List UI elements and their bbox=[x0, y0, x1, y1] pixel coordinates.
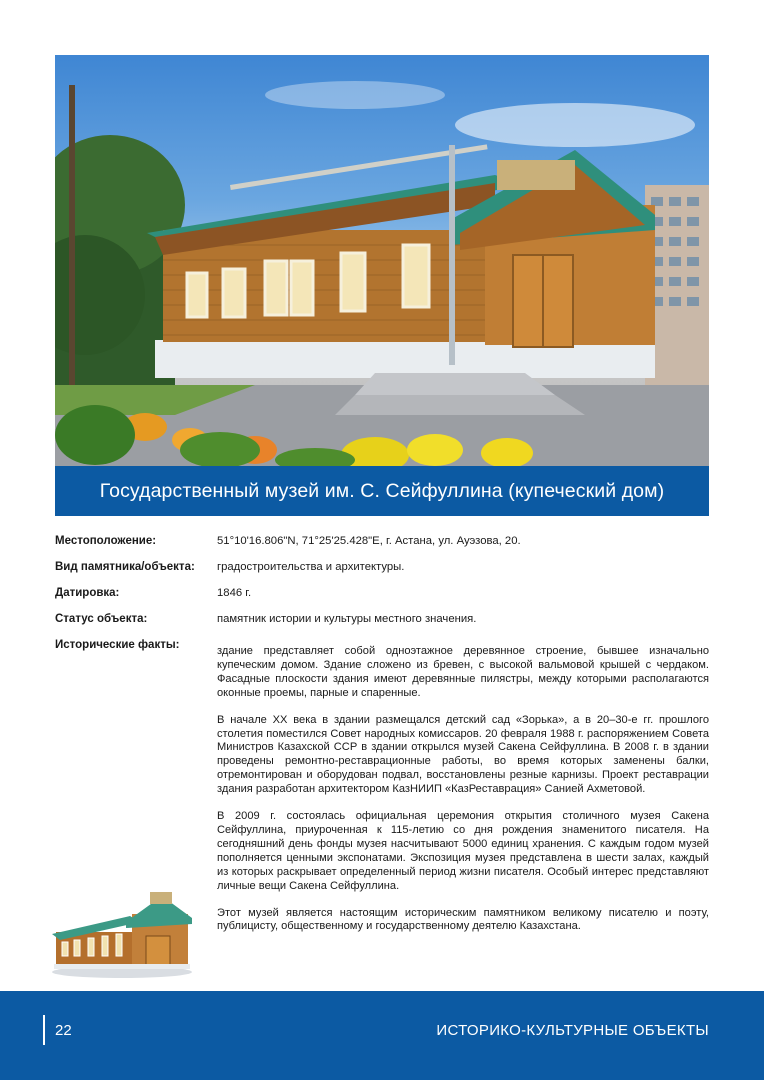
footer-divider bbox=[43, 1015, 45, 1045]
fact-paragraph: В 2009 г. состоялась официальная церемония открытия столичного музея Сакена Сейфуллина, приуроченная к 115-летию со дня рождения знаменитого писателя. На сегодняшний день фонды музея насчитывают 5000 единиц хранения. С каждым годом музей пополняется ценными экспонатами. Экспозиция музея представлена в шести залах, каждый из которых раскрывает определенный период жизни писателя. Особый интерес представляют личные вещи Сакена Сейфуллина. bbox=[217, 810, 709, 892]
info-value: памятник истории и культуры местного значения. bbox=[217, 613, 477, 625]
fact-paragraph: здание представляет собой одноэтажное деревянное строение, бывшее изначально купеческим домом. Здание сложено из бревен, с высокой вальмовой крышей с чердаком. Фасадные плоскости здания имеют деревянные пилястры, между которыми располагаются оконные проемы, парные и спаренные. bbox=[217, 645, 709, 699]
info-row-type bbox=[55, 560, 709, 574]
historical-facts bbox=[217, 645, 709, 947]
info-label: Статус объекта: bbox=[55, 613, 148, 625]
title-banner bbox=[55, 466, 709, 516]
page-footer bbox=[0, 991, 764, 1080]
info-label: Исторические факты: bbox=[55, 639, 180, 651]
info-value: градостроительства и архитектуры. bbox=[217, 561, 405, 573]
page-number: 22 bbox=[55, 1022, 72, 1039]
info-row-location bbox=[55, 534, 709, 548]
section-name: ИСТОРИКО-КУЛЬТУРНЫЕ ОБЪЕКТЫ bbox=[436, 1022, 709, 1039]
info-row-status bbox=[55, 612, 709, 626]
fact-paragraph: В начале ХХ века в здании размещался детский сад «Зорька», а в 20–30-е гг. прошлого столетия поместился Совет народных комиссаров. 20 февраля 1988 г. распоряжением Совета Министров Казахской ССР в здании открылся музей Сакена Сейфуллина. В 2008 г. в здании проведены ремонтно-реставрационные работы, во время которых заменены балки, отремонтирован и оборудован подвал, восстановлены резные карнизы. Проект реставрации здания разработан архитектором КазНИИП «КазРеставрация» Санией Ахметовой. bbox=[217, 713, 709, 796]
info-value: 1846 г. bbox=[217, 587, 252, 599]
museum-photo bbox=[55, 55, 709, 466]
fact-paragraph: Этот музей является настоящим историческим памятником великому писателю и поэту, публицисту, общественному и государственному деятелю Казахстана. bbox=[217, 906, 709, 933]
museum-sketch-icon bbox=[50, 884, 195, 979]
info-row-date bbox=[55, 586, 709, 600]
page-title: Государственный музей им. С. Сейфуллина (купеческий дом) bbox=[99, 479, 665, 502]
info-label: Вид памятника/объекта: bbox=[55, 561, 195, 573]
info-label: Местоположение: bbox=[55, 535, 157, 547]
info-label: Датировка: bbox=[55, 587, 120, 599]
info-value: 51°10'16.806"N, 71°25'25.428"E, г. Астана, ул. Ауэзова, 20. bbox=[217, 535, 521, 547]
